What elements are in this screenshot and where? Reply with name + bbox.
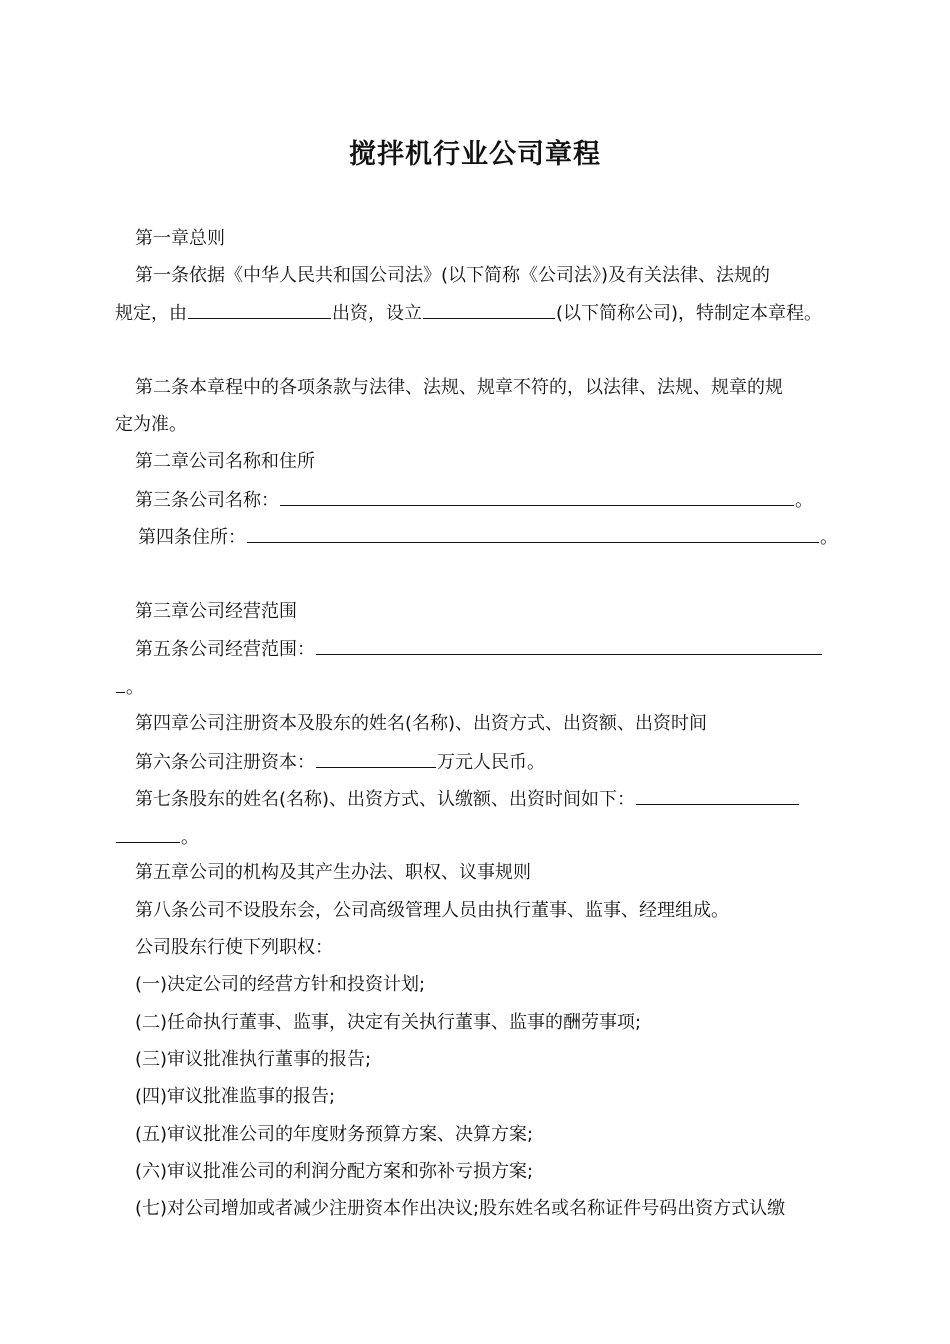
article-5-line-2 bbox=[115, 676, 144, 699]
business-scope-blank-cont bbox=[116, 676, 125, 693]
document-title: 搅拌机行业公司章程 bbox=[349, 139, 601, 170]
article-1-text-a: 规定，由 bbox=[115, 303, 187, 324]
article-5-line-1 bbox=[135, 638, 823, 661]
article-6-line bbox=[135, 751, 545, 774]
power-item-2: (二)任命执行董事、监事，决定有关执行董事、监事的酬劳事项; bbox=[135, 1012, 642, 1033]
article-1-text-c: (以下简称公司)，特制定本章程。 bbox=[556, 303, 823, 324]
article-5-text: 第五条公司经营范围： bbox=[135, 639, 315, 660]
chapter-1-heading: 第一章总则 bbox=[135, 228, 225, 249]
article-8-line: 第八条公司不设股东会，公司高级管理人员由执行董事、监事、经理组成。 bbox=[135, 900, 729, 921]
article-7-end: 。 bbox=[181, 827, 199, 848]
company-name-blank bbox=[280, 489, 794, 506]
registered-capital-blank bbox=[316, 751, 436, 768]
article-3-line bbox=[135, 489, 813, 512]
article-7-line-2 bbox=[115, 826, 199, 849]
article-5-end: 。 bbox=[126, 677, 144, 698]
article-2-line-2: 定为准。 bbox=[115, 414, 187, 435]
article-4-text: 第四条住所： bbox=[138, 527, 246, 548]
article-7-text: 第七条股东的姓名(名称)、出资方式、认缴额、出资时间如下： bbox=[135, 789, 636, 810]
article-4-line bbox=[138, 526, 838, 549]
article-6-text-a: 第六条公司注册资本： bbox=[135, 752, 315, 773]
article-1-line-1: 第一条依据《中华人民共和国公司法》(以下简称《公司法》)及有关法律、法规的 bbox=[135, 265, 771, 286]
article-4-end: 。 bbox=[820, 527, 838, 548]
powers-intro: 公司股东行使下列职权： bbox=[135, 937, 333, 958]
power-item-6: (六)审议批准公司的利润分配方案和弥补亏损方案; bbox=[135, 1161, 534, 1182]
shareholder-info-blank bbox=[636, 788, 799, 805]
article-3-end: 。 bbox=[795, 490, 813, 511]
investor-blank bbox=[188, 302, 331, 319]
address-blank bbox=[247, 526, 819, 543]
article-3-text: 第三条公司名称： bbox=[135, 490, 279, 511]
chapter-5-heading: 第五章公司的机构及其产生办法、职权、议事规则 bbox=[135, 862, 531, 883]
power-item-7: (七)对公司增加或者减少注册资本作出决议;股东姓名或名称证件号码出资方式认缴 bbox=[135, 1198, 786, 1219]
power-item-3: (三)审议批准执行董事的报告; bbox=[135, 1049, 372, 1070]
chapter-3-heading: 第三章公司经营范围 bbox=[135, 601, 297, 622]
power-item-1: (一)决定公司的经营方针和投资计划; bbox=[135, 974, 426, 995]
article-2-line-1: 第二条本章程中的各项条款与法律、法规、规章不符的，以法律、法规、规章的规 bbox=[135, 377, 783, 398]
company-blank bbox=[423, 302, 555, 319]
business-scope-blank bbox=[316, 638, 822, 655]
article-6-text-b: 万元人民币。 bbox=[437, 752, 545, 773]
chapter-4-heading: 第四章公司注册资本及股东的姓名(名称)、出资方式、出资额、出资时间 bbox=[135, 713, 708, 734]
shareholder-info-blank-cont bbox=[116, 826, 180, 843]
power-item-5: (五)审议批准公司的年度财务预算方案、决算方案; bbox=[135, 1124, 534, 1145]
article-7-line-1 bbox=[135, 788, 800, 811]
article-1-text-b: 出资，设立 bbox=[332, 303, 422, 324]
chapter-2-heading: 第二章公司名称和住所 bbox=[135, 451, 315, 472]
power-item-4: (四)审议批准监事的报告; bbox=[135, 1086, 336, 1107]
article-1-line-2 bbox=[115, 302, 822, 325]
